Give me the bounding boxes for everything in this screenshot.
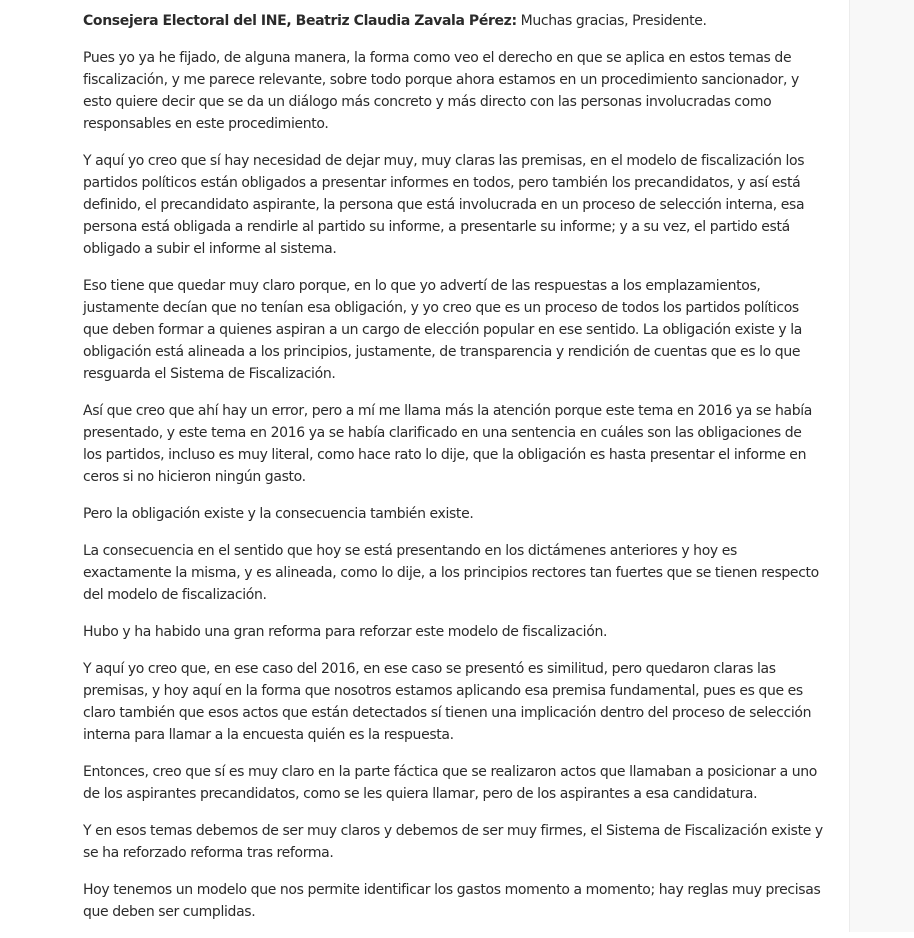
paragraph: Hoy tenemos un modelo que nos permite identificar los gastos momento a momento; hay reglas muy precisas que deben ser cumplidas.: [83, 882, 821, 920]
paragraph: Hubo y ha habido una gran reforma para reforzar este modelo de fiscalización.: [83, 624, 608, 640]
paragraph: Y aquí yo creo que, en ese caso del 2016, en ese caso se presentó es similitud, pero quedaron claras las premisas, y hoy aquí en la forma que nosotros estamos aplicando esa premisa fundamental, pues es que es claro también que esos actos que están detectados sí tienen una implicación dentro del proceso de selección interna para llamar a la encuesta quién es la respuesta.: [83, 661, 812, 743]
paragraph: Eso tiene que quedar muy claro porque, en lo que yo advertí de las respuestas a los emplazamientos, justamente decían que no tenían esa obligación, y yo creo que es un proceso de todos los partidos políticos que deben formar a quienes aspiran a un cargo de elección popular en ese sentido. La obligación existe y la obligación está alineada a los principios, justamente, de transparencia y rendición de cuentas que es lo que resguarda el Sistema de Fiscalización.: [83, 278, 802, 382]
paragraph: La consecuencia en el sentido que hoy se está presentando en los dictámenes anteriores y hoy es exactamente la misma, y es alineada, como lo dije, a los principios rectores tan fuertes que se tienen respecto del modelo de fiscalización.: [83, 543, 819, 603]
right-sidebar-panel: [849, 0, 914, 932]
paragraph: Pues yo ya he fijado, de alguna manera, la forma como veo el derecho en que se aplica en estos temas de fiscalización, y me parece relevante, sobre todo porque ahora estamos en un procedimiento sancionador, y esto quiere decir que se da un diálogo más concreto y más directo con las personas involucradas como responsables en este procedimiento.: [83, 50, 799, 132]
speaker-name: Consejera Electoral del INE, Beatriz Claudia Zavala Pérez:: [83, 13, 517, 29]
intro-paragraph: [83, 10, 823, 32]
intro-text: Muchas gracias, Presidente.: [520, 13, 707, 29]
paragraph: Entonces, creo que sí es muy claro en la parte fáctica que se realizaron actos que llamaban a posicionar a uno de los aspirantes precandidatos, como se les quiera llamar, pero de los aspirantes a esa candidatura.: [83, 764, 818, 802]
paragraph: Así que creo que ahí hay un error, pero a mí me llama más la atención porque este tema en 2016 ya se había presentado, y este tema en 2016 ya se había clarificado en una sentencia en cuáles son las obligaciones de los partidos, incluso es muy literal, como hace rato lo dije, que la obligación es hasta presentar el informe en ceros si no hicieron ningún gasto.: [83, 403, 813, 485]
paragraph: Pero la obligación existe y la consecuencia también existe.: [83, 506, 474, 522]
paragraph: Y aquí yo creo que sí hay necesidad de dejar muy, muy claras las premisas, en el modelo de fiscalización los partidos políticos están obligados a presentar informes en todos, pero también los precandidatos, y así está definido, el precandidato aspirante, la persona que está involucrada en un proceso de selección interna, esa persona está obligada a rendirle al partido su informe, a presentarle su informe; y a su vez, el partido está obligado a subir el informe al sistema.: [83, 153, 805, 257]
transcript-content: [83, 10, 823, 938]
paragraph: Y en esos temas debemos de ser muy claros y debemos de ser muy firmes, el Sistema de Fiscalización existe y se ha reforzado reforma tras reforma.: [83, 823, 823, 861]
